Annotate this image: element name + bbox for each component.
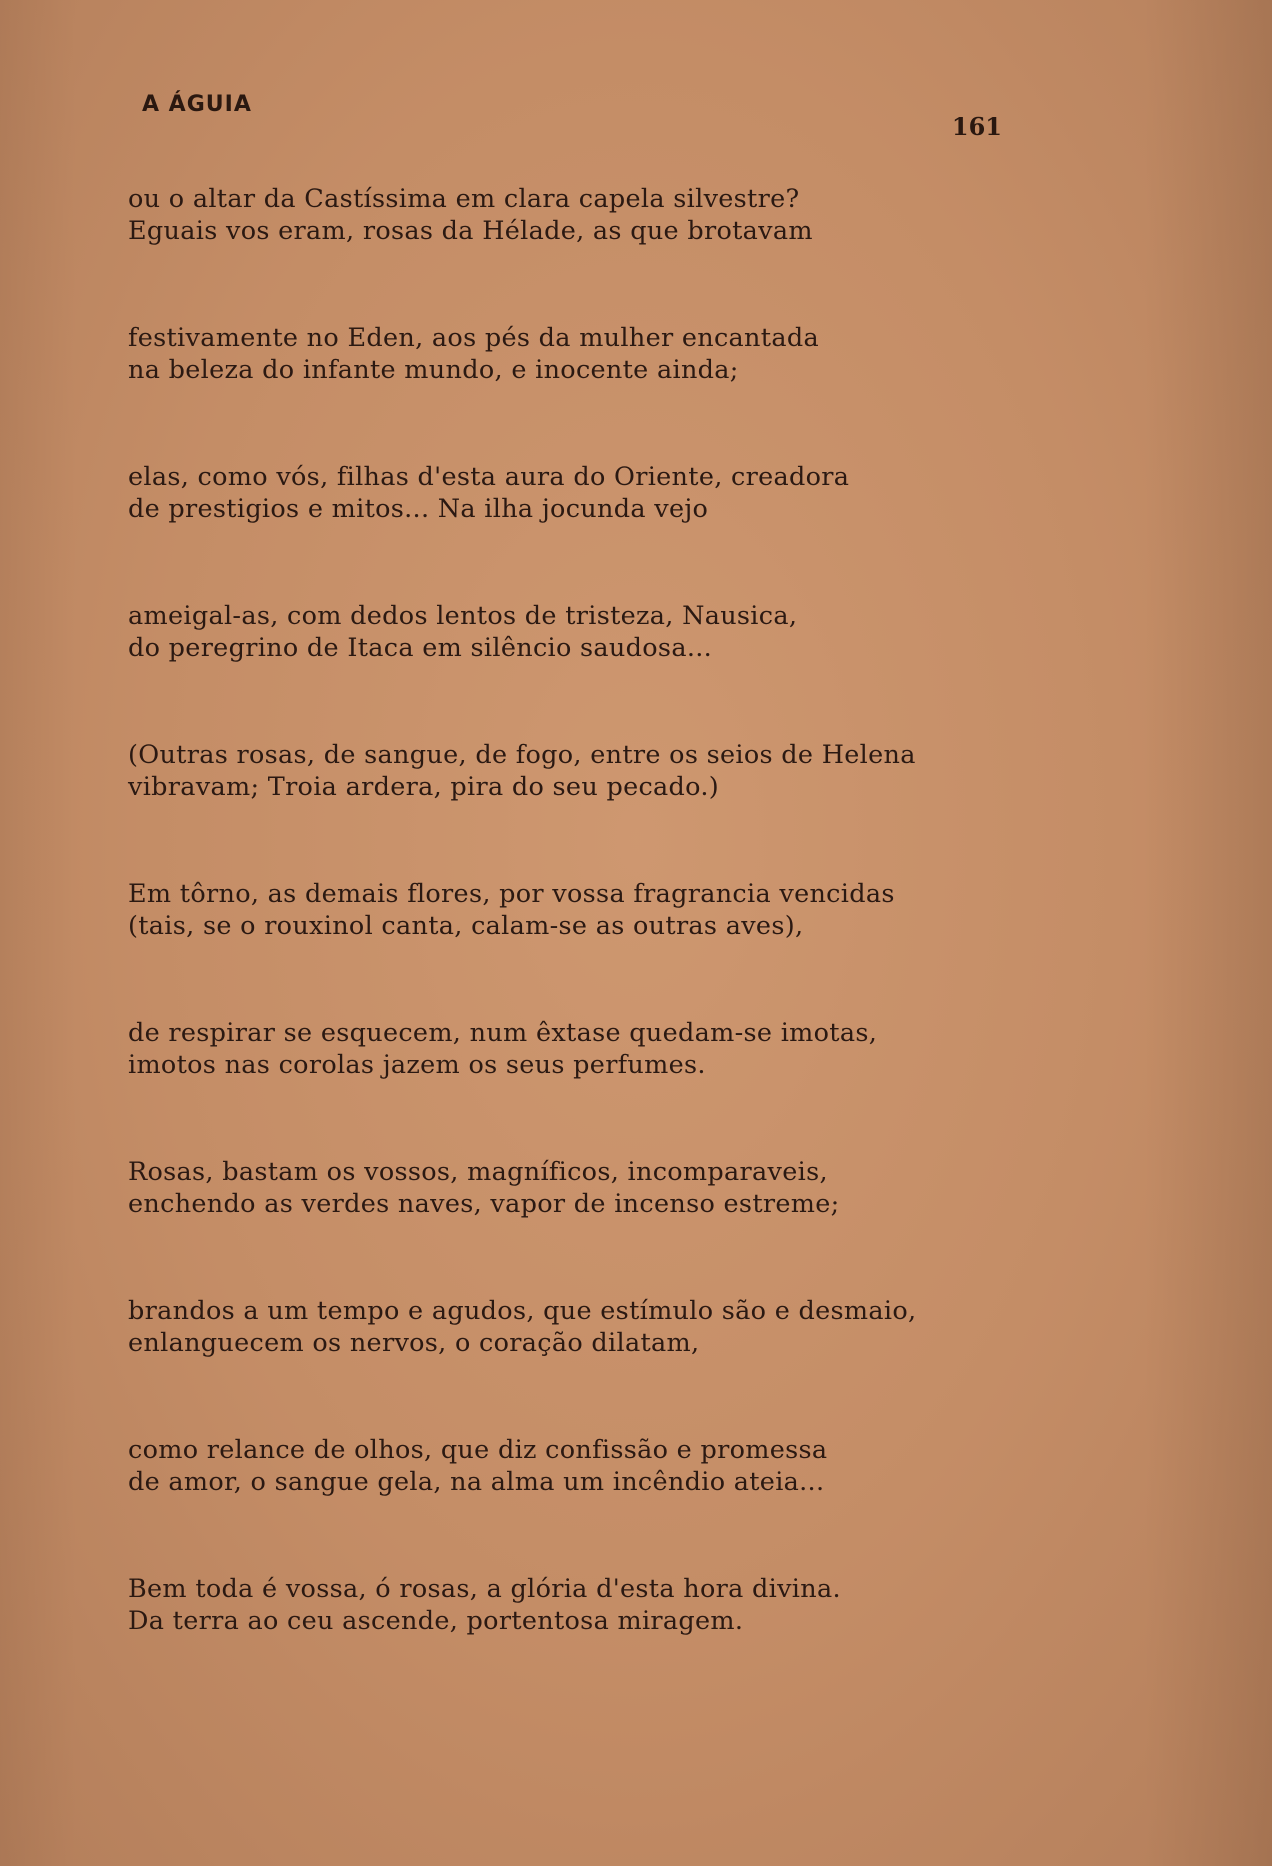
verse-line: de prestigios e mitos... Na ilha jocunda vejo	[128, 494, 709, 524]
page-header	[142, 92, 1002, 141]
verse-line: (Outras rosas, de sangue, de fogo, entre os seios de Helena	[128, 740, 916, 770]
verse-line: Bem toda é vossa, ó rosas, a glória d'esta hora divina.	[128, 1574, 841, 1604]
stanza-4	[128, 600, 898, 664]
stanza-5	[128, 739, 916, 803]
page-number: 161	[951, 112, 1002, 141]
stanza-6	[128, 878, 898, 942]
stanza-7	[128, 1017, 898, 1081]
verse-line: como relance de olhos, que diz confissão e promessa	[128, 1435, 828, 1465]
stanza-3	[128, 461, 898, 525]
verse-line: de respirar se esquecem, num êxtase quedam-se imotas,	[128, 1018, 878, 1048]
verse-line: Em tôrno, as demais flores, por vossa fragrancia vencidas	[128, 879, 895, 909]
verse-line: vibravam; Troia ardera, pira do seu pecado.)	[128, 772, 720, 802]
verse-line: enlanguecem os nervos, o coração dilatam,	[128, 1328, 700, 1358]
stanza-8	[128, 1156, 898, 1220]
verse-line: imotos nas corolas jazem os seus perfumes.	[128, 1050, 706, 1080]
verse-line: festivamente no Eden, aos pés da mulher encantada	[128, 323, 819, 353]
verse-line: de amor, o sangue gela, na alma um incêndio ateia...	[128, 1467, 825, 1497]
stanza-11	[128, 1573, 898, 1637]
stanza-9	[128, 1295, 917, 1359]
verse-line: (tais, se o rouxinol canta, calam-se as outras aves),	[128, 911, 804, 941]
running-head: A ÁGUIA	[142, 92, 252, 117]
stanza-2	[128, 322, 898, 386]
verse-line: Eguais vos eram, rosas da Hélade, as que brotavam	[128, 216, 813, 246]
verse-line: ameigal-as, com dedos lentos de tristeza, Nausica,	[128, 601, 798, 631]
verse-line: na beleza do infante mundo, e inocente ainda;	[128, 355, 739, 385]
verse-line: elas, como vós, filhas d'esta aura do Oriente, creadora	[128, 462, 850, 492]
stanza-1	[128, 183, 898, 247]
verse-line: ou o altar da Castíssima em clara capela silvestre?	[128, 184, 800, 214]
verse-line: do peregrino de Itaca em silêncio saudosa...	[128, 633, 713, 663]
verse-line: Rosas, bastam os vossos, magníficos, incomparaveis,	[128, 1157, 828, 1187]
verse-line: enchendo as verdes naves, vapor de incenso estreme;	[128, 1189, 840, 1219]
poem-body	[128, 183, 917, 1637]
stanza-10	[128, 1434, 898, 1498]
verse-line: brandos a um tempo e agudos, que estímulo são e desmaio,	[128, 1296, 917, 1326]
verse-line: Da terra ao ceu ascende, portentosa miragem.	[128, 1606, 744, 1636]
